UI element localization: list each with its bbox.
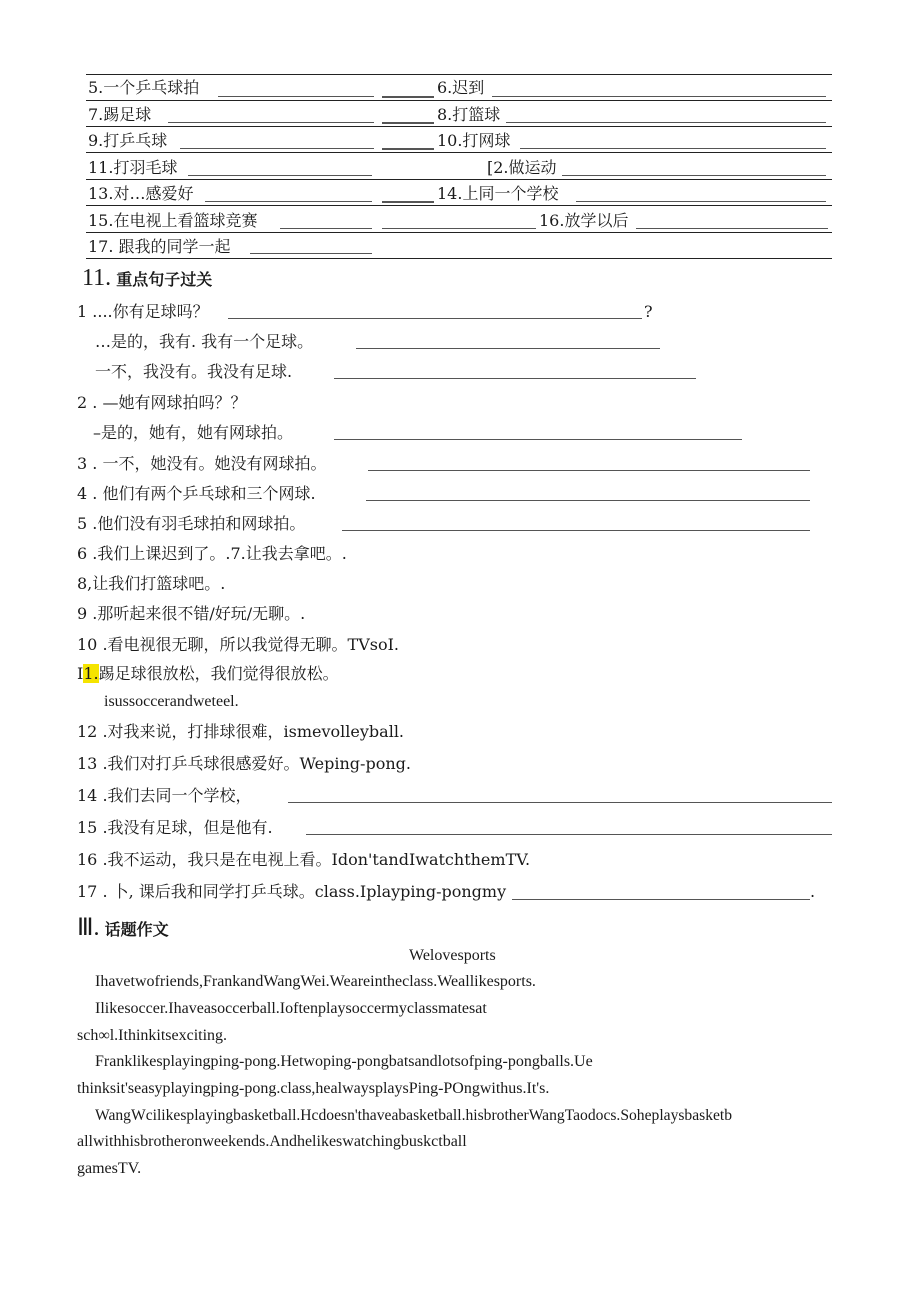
answer-line-13a[interactable] <box>205 201 372 202</box>
table-bottom-border <box>86 258 832 259</box>
answer-line-6[interactable] <box>492 96 826 97</box>
answer-line-7a[interactable] <box>168 122 374 123</box>
answer-line-s15[interactable] <box>306 834 832 835</box>
essay-line-6: WangWcilikesplayingbasketball.Hcdoesn'thaveabasketball.hisbrotherWangTaodocs.Soheplaysbasketb <box>95 1107 733 1124</box>
phrase-6: 6.迟到 <box>437 78 485 97</box>
sentence-1a-end: ? <box>644 302 653 321</box>
sentence-10: 10 .看电视很无聊，所以我觉得无聊。TVsoI. <box>77 635 400 654</box>
section-2-heading <box>82 265 212 292</box>
answer-line-15b[interactable] <box>382 228 536 229</box>
sentence-11-text: 踢足球很放松，我们觉得很放松。 <box>98 664 339 683</box>
sentence-12: 12 .对我来说，打排球很难，ismevolleyball. <box>77 722 405 741</box>
row-border <box>86 232 832 233</box>
phrase-15: 15.在电视上看篮球竞赛 <box>88 211 258 230</box>
sentence-11-number-prefix: I <box>77 664 84 683</box>
sentence-9: 9 .那听起来很不错/好玩/无聊。. <box>77 604 306 623</box>
sentence-14: 14 .我们去同一个学校， <box>77 786 252 805</box>
section-3-title: 话题作文 <box>104 920 169 939</box>
answer-line-s1b[interactable] <box>356 348 660 349</box>
phrase-5: 5.一个乒乓球拍 <box>88 78 200 97</box>
sentence-2b: –是的，她有，她有网球拍。 <box>93 423 294 442</box>
section-3-heading <box>77 913 169 942</box>
answer-line-9b[interactable] <box>382 148 434 150</box>
answer-line-s1c[interactable] <box>334 378 696 379</box>
phrase-7: 7.踢足球 <box>88 105 152 124</box>
answer-line-s14[interactable] <box>288 802 832 803</box>
table-top-border <box>86 74 832 75</box>
row-border <box>86 179 832 180</box>
sentence-1b: …是的，我有. 我有一个足球。 <box>95 332 314 351</box>
sentence-3: 3 . 一不，她没有。她没有网球拍。 <box>77 454 327 473</box>
phrase-13: 13.对…感爱好 <box>88 184 194 203</box>
answer-line-11[interactable] <box>188 175 372 176</box>
essay-line-2: Ilikesoccer.Ihaveasoccerball.Ioftenplaysoccermyclassmatesat <box>95 1000 487 1017</box>
phrase-9: 9.打乒乓球 <box>88 131 168 150</box>
answer-line-s1a[interactable] <box>228 318 642 319</box>
section-3-numeral: Ⅲ. <box>77 915 100 941</box>
sentence-1c: 一不，我没有。我没有足球. <box>95 362 293 381</box>
section-2-numeral: 11. <box>82 265 112 291</box>
row-border <box>86 205 832 206</box>
sentence-8: 8,让我们打篮球吧。. <box>77 574 226 593</box>
essay-title: Welovesports <box>409 947 496 964</box>
essay-line-3: sch∞l.Ithinkitsexciting. <box>77 1027 228 1044</box>
sentence-1a: 1 ....你有足球吗？ <box>77 302 209 321</box>
answer-line-12[interactable] <box>562 175 826 176</box>
phrase-10: 10.打网球 <box>437 131 511 150</box>
phrase-16: 16.放学以后 <box>539 211 629 230</box>
sentence-11 <box>77 664 339 684</box>
answer-line-s3[interactable] <box>368 470 810 471</box>
essay-line-7: allwithhisbrotheronweekends.Andhelikeswatchingbuskctball <box>77 1133 467 1150</box>
sentence-17: 17 . 卜, 课后我和同学打乒乓球。class.Iplayping-pongmy <box>77 882 507 901</box>
sentence-13: 13 .我们对打乒乓球很感爱好。Weping-pong. <box>77 754 411 773</box>
answer-line-s5[interactable] <box>342 530 810 531</box>
row-border <box>86 100 832 101</box>
sentence-17-end: . <box>810 882 816 901</box>
section-2-title: 重点句子过关 <box>116 270 213 289</box>
answer-line-s4[interactable] <box>366 500 810 501</box>
answer-line-16[interactable] <box>636 228 828 229</box>
answer-line-8[interactable] <box>506 122 826 123</box>
answer-line-s17[interactable] <box>512 899 810 900</box>
answer-line-5a[interactable] <box>218 96 374 97</box>
sentence-16: 16 .我不运动，我只是在电视上看。Idon'tandIwatchthemTV. <box>77 850 531 869</box>
answer-line-17[interactable] <box>250 253 372 254</box>
phrase-14: 14.上同一个学校 <box>437 184 559 203</box>
phrase-17: 17. 跟我的同学一起 <box>88 237 231 256</box>
answer-line-14[interactable] <box>576 201 826 202</box>
row-border <box>86 126 832 127</box>
sentence-15: 15 .我没有足球，但是他有. <box>77 818 273 837</box>
answer-line-9a[interactable] <box>180 148 374 149</box>
sentence-4: 4 . 他们有两个乒乓球和三个网球. <box>77 484 316 503</box>
essay-line-4: Franklikesplayingping-pong.Hetwoping-pongbatsandlotsofping-pongballs.Ue <box>95 1053 593 1070</box>
sentence-11-number-highlight: 1. <box>83 664 99 683</box>
essay-line-5: thinksit'seasyplayingping-pong.class,healwaysplaysPing-POngwithus.It's. <box>77 1080 550 1097</box>
row-border <box>86 152 832 153</box>
phrase-12: [2.做运动 <box>487 158 557 177</box>
answer-line-13b[interactable] <box>382 201 434 203</box>
sentence-6: 6 .我们上课迟到了。.7.让我去拿吧。. <box>77 544 347 563</box>
phrase-11: 11.打羽毛球 <box>88 158 178 177</box>
sentence-11-english: isussoccerandweteel. <box>104 693 239 710</box>
answer-line-15a[interactable] <box>280 228 372 229</box>
essay-line-8: gamesTV. <box>77 1160 142 1177</box>
answer-line-10[interactable] <box>520 148 826 149</box>
answer-line-7b[interactable] <box>382 122 434 124</box>
answer-line-5b[interactable] <box>382 96 434 98</box>
sentence-2a: 2 . —她有网球拍吗？？ <box>77 393 247 412</box>
phrase-8: 8.打篮球 <box>437 105 501 124</box>
sentence-5: 5 .他们没有羽毛球拍和网球拍。 <box>77 514 306 533</box>
essay-line-1: Ihavetwofriends,FrankandWangWei.Weareintheclass.Weallikesports. <box>95 973 536 990</box>
answer-line-s2b[interactable] <box>334 439 742 440</box>
